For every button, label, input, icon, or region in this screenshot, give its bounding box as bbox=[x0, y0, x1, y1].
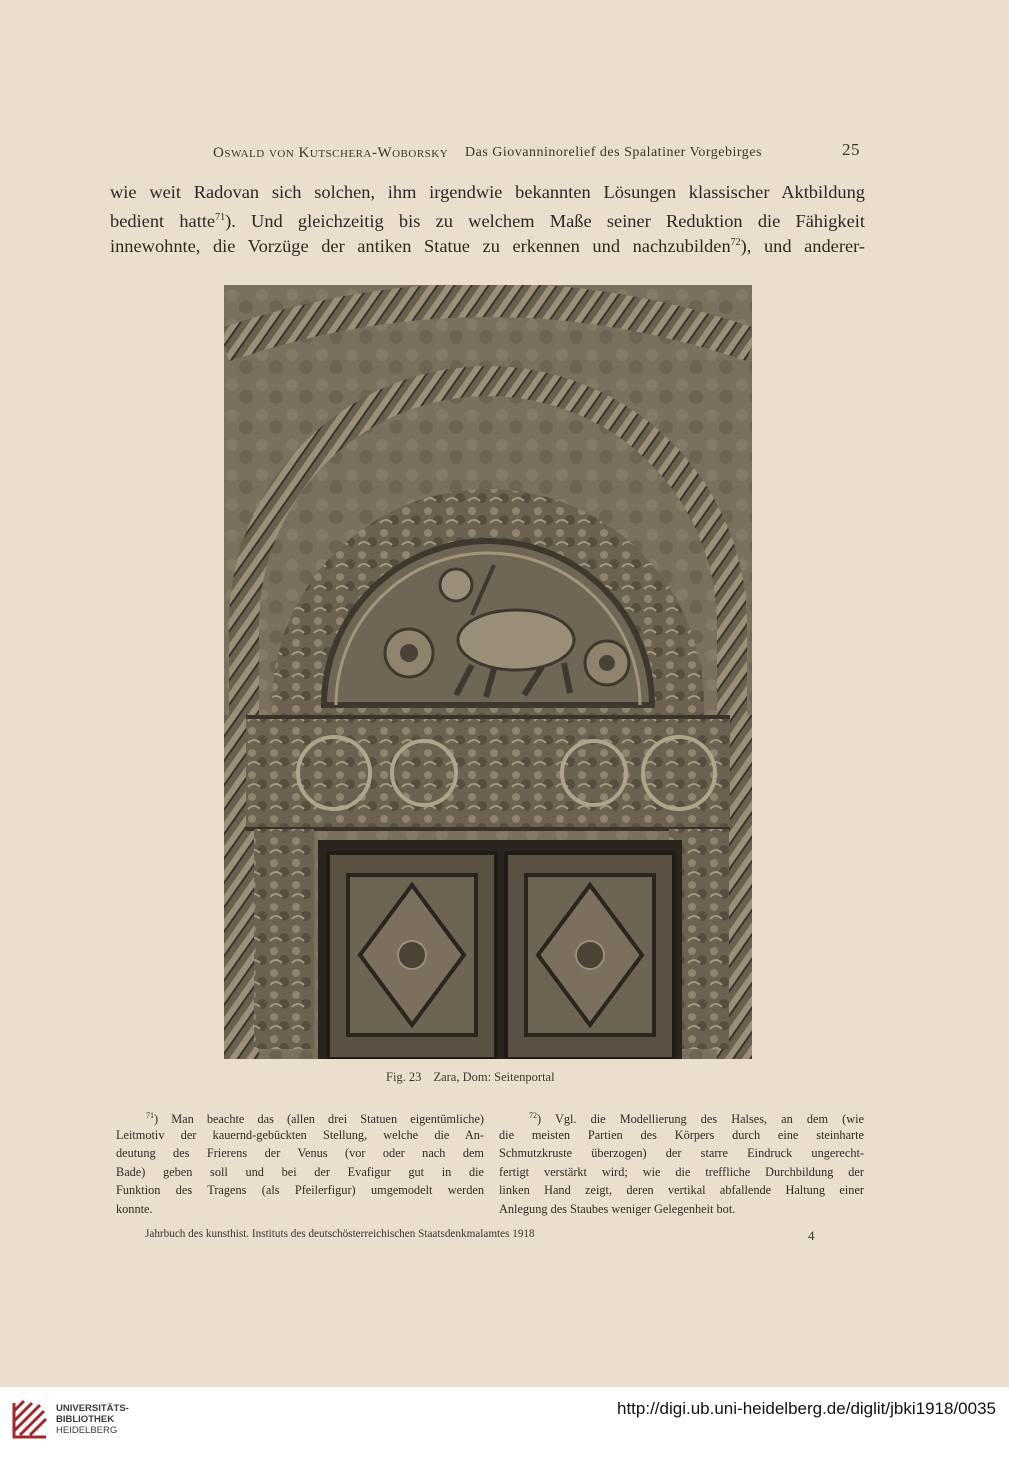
footnote-71 bbox=[116, 1107, 484, 1218]
figure-caption bbox=[386, 1070, 555, 1085]
page-number: 25 bbox=[842, 140, 860, 159]
footnote-line: Bade) geben soll und bei der Evafigur gut in die bbox=[116, 1164, 484, 1179]
body-line: innewohnte, die Vorzüge der antiken Statue zu erkennen und nachzubilden$^{72}$), und anderer- bbox=[110, 236, 865, 256]
portal-illustration bbox=[224, 285, 752, 1059]
footnote-line: Leitmotiv der kauernd-gebückten Stellung, welche die An- bbox=[116, 1127, 484, 1142]
body-line: wie weit Radovan sich solchen, ihm irgendwie bekannten Lösungen klassischer Aktbildung bbox=[110, 182, 865, 202]
body-paragraph bbox=[110, 180, 865, 255]
footnote-line: konnte. bbox=[116, 1201, 153, 1216]
footnote-line: deutung des Frierens der Venus (vor oder nach dem bbox=[116, 1146, 484, 1160]
library-name: UNIVERSITÄTS- BIBLIOTHEK HEIDELBERG bbox=[56, 1403, 129, 1436]
running-head-author: Oswald von Kutschera-Woborsky bbox=[213, 145, 449, 161]
footnote-line: linken Hand zeigt, deren vertikal abfallende Haltung einer bbox=[499, 1183, 864, 1197]
footnote-number: 72 bbox=[529, 1111, 537, 1120]
footnote-line: die meisten Partien des Körpers durch eine steinharte bbox=[499, 1127, 864, 1142]
footnote-72 bbox=[499, 1107, 864, 1218]
figure-caption-text: Zara, Dom: Seitenportal bbox=[433, 1070, 555, 1084]
footnote-line: Funktion des Tragens (als Pfeilerfigur) umgemodelt werden bbox=[116, 1183, 484, 1197]
permalink-url[interactable]: http://digi.ub.uni-heidelberg.de/diglit/jbki1918/0035 bbox=[617, 1399, 996, 1418]
figure-label: Fig. 23 bbox=[386, 1070, 422, 1084]
footnote-line: Anlegung des Staubes weniger Gelegenheit bot. bbox=[499, 1201, 736, 1216]
footnote-line: Schmutzkruste überzogen) der starre Eindruck ungerecht- bbox=[499, 1146, 864, 1160]
signature-mark: 4 bbox=[808, 1228, 815, 1243]
body-line: bedient hatte$^{71}$). Und gleichzeitig bis zu welchem Maße seiner Reduktion die Fähigkeit bbox=[110, 211, 865, 231]
footnote-line: fertigt verstärkt wird; wie die treffliche Durchbildung der bbox=[499, 1164, 864, 1179]
journal-imprint: Jahrbuch des kunsthist. Instituts des deutschösterreichischen Staatsdenkmalamtes 1918 bbox=[145, 1228, 535, 1240]
footnote-line: $^{72}$) Vgl. die Modellierung des Halses, an dem (wie bbox=[529, 1111, 864, 1126]
running-head bbox=[0, 140, 1009, 164]
running-head-title: Das Giovanninorelief des Spalatiner Vorgebirges bbox=[465, 145, 762, 160]
portal-photograph bbox=[224, 285, 752, 1059]
footnote-ref[interactable]: 71 bbox=[215, 212, 226, 223]
viewer-footer bbox=[0, 1387, 1009, 1460]
footnote-line: $^{71}$) Man beachte das (allen drei Statuen eigentümliche) bbox=[146, 1111, 484, 1126]
library-logo-icon bbox=[10, 1397, 50, 1441]
footnote-ref[interactable]: 72 bbox=[730, 237, 741, 248]
footnote-number: 71 bbox=[146, 1111, 154, 1120]
